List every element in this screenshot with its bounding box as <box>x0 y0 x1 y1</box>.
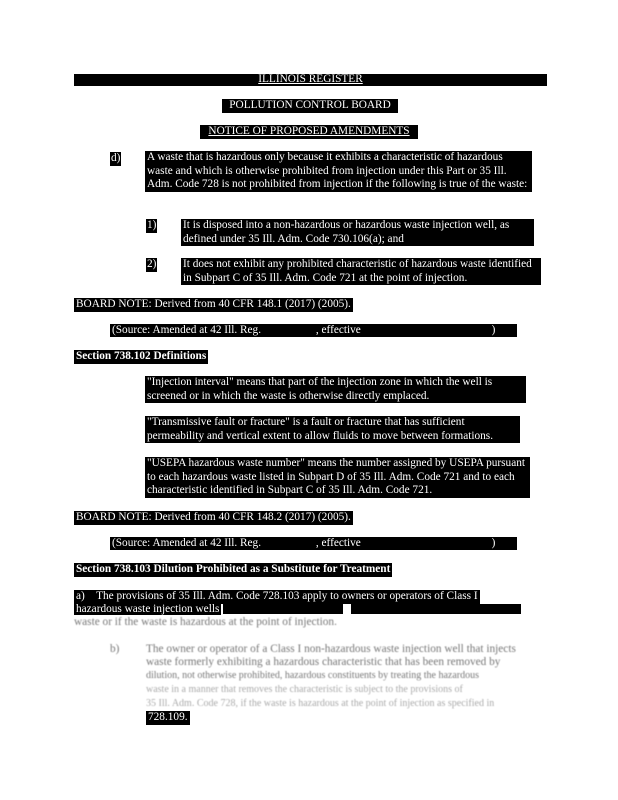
board-note-148-1: BOARD NOTE: Derived from 40 CFR 148.1 (2017) (2005). <box>76 298 351 310</box>
section-103-b-line5: 35 Ill. Adm. Code 728, if the waste is hazardous at the point of injection as specified in <box>146 698 495 709</box>
section-103-b-line1: The owner or operator of a Class I non-hazardous waste injection well that injects <box>146 643 516 655</box>
section-102-heading: Section 738.102 Definitions <box>76 350 207 362</box>
source-suffix: ) <box>491 324 496 336</box>
item-d-label: d) <box>111 152 121 164</box>
section-103-heading: Section 738.103 Dilution Prohibited as a Substitute for Treatment <box>76 563 391 575</box>
item-d1-label: 1) <box>147 219 157 231</box>
definition-injection-interval: "Injection interval" means that part of the injection zone in which the well is screened or in which the waste is otherwise directly emplaced. <box>145 376 526 403</box>
board-name: POLLUTION CONTROL BOARD <box>222 99 398 113</box>
board-note-148-2: BOARD NOTE: Derived from 40 CFR 148.2 (2017) (2005). <box>76 511 351 523</box>
definition-transmissive-fault: "Transmissive fault or fracture" is a fault or fracture that has sufficient permeability and vertical extent to allow fluids to move between formations. <box>145 416 520 443</box>
a-line2-start: hazardous waste injection wells <box>76 603 220 615</box>
redaction-block <box>223 604 343 614</box>
section-103-a-line1: a) The provisions of 35 Ill. Adm. Code 728.103 apply to owners or operators of Class I <box>76 590 478 602</box>
source-note-2 <box>110 537 517 550</box>
source-note-1 <box>110 324 517 337</box>
source-prefix: (Source: Amended at 42 Ill. Reg. <box>112 324 264 336</box>
section-103-a-line3: waste or if the waste is hazardous at the point of injection. <box>74 616 337 628</box>
notice-title: NOTICE OF PROPOSED AMENDMENTS <box>200 125 418 139</box>
section-103-b-label: b) <box>110 643 120 655</box>
section-103-b-line6: 728.109. <box>148 711 188 723</box>
source-suffix: ) <box>491 537 496 549</box>
section-103-b-line2: waste formerly exhibiting a hazardous characteristic that has been removed by <box>146 656 501 668</box>
item-d1-text: It is disposed into a non-hazardous or hazardous waste injection well, as defined under 35 Ill. Adm. Code 730.106(a); and <box>181 219 534 246</box>
source-effective: , effective <box>315 537 364 549</box>
redaction-block <box>351 604 521 614</box>
register-title: ILLINOIS REGISTER <box>258 73 363 85</box>
item-d2-label: 2) <box>147 258 157 270</box>
definition-usepa-waste-number: "USEPA hazardous waste number" means the number assigned by USEPA pursuant to each hazardous waste listed in Subpart D of 35 Ill. Adm. Code 721 and to each characteristic identified in Subpart C of 35 Ill. Adm. Code 721. <box>145 457 530 498</box>
section-103-b-line3: dilution, not otherwise prohibited, hazardous constituents by treating the hazardous <box>146 670 479 681</box>
source-prefix: (Source: Amended at 42 Ill. Reg. <box>112 537 264 549</box>
item-d2-text: It does not exhibit any prohibited characteristic of hazardous waste identified in Subpart C of 35 Ill. Adm. Code 721 at the point of injection. <box>181 258 541 285</box>
item-d-text: A waste that is hazardous only because it exhibits a characteristic of hazardous waste and which is otherwise prohibited from injection under this Part or 35 Ill. Adm. Code 728 is not prohibited from injection if the following is true of the waste: <box>145 151 532 192</box>
section-103-a-line2 <box>74 603 544 616</box>
source-effective: , effective <box>315 324 364 336</box>
section-103-b-line4: waste in a manner that removes the characteristic is subject to the provisions of <box>146 684 463 695</box>
